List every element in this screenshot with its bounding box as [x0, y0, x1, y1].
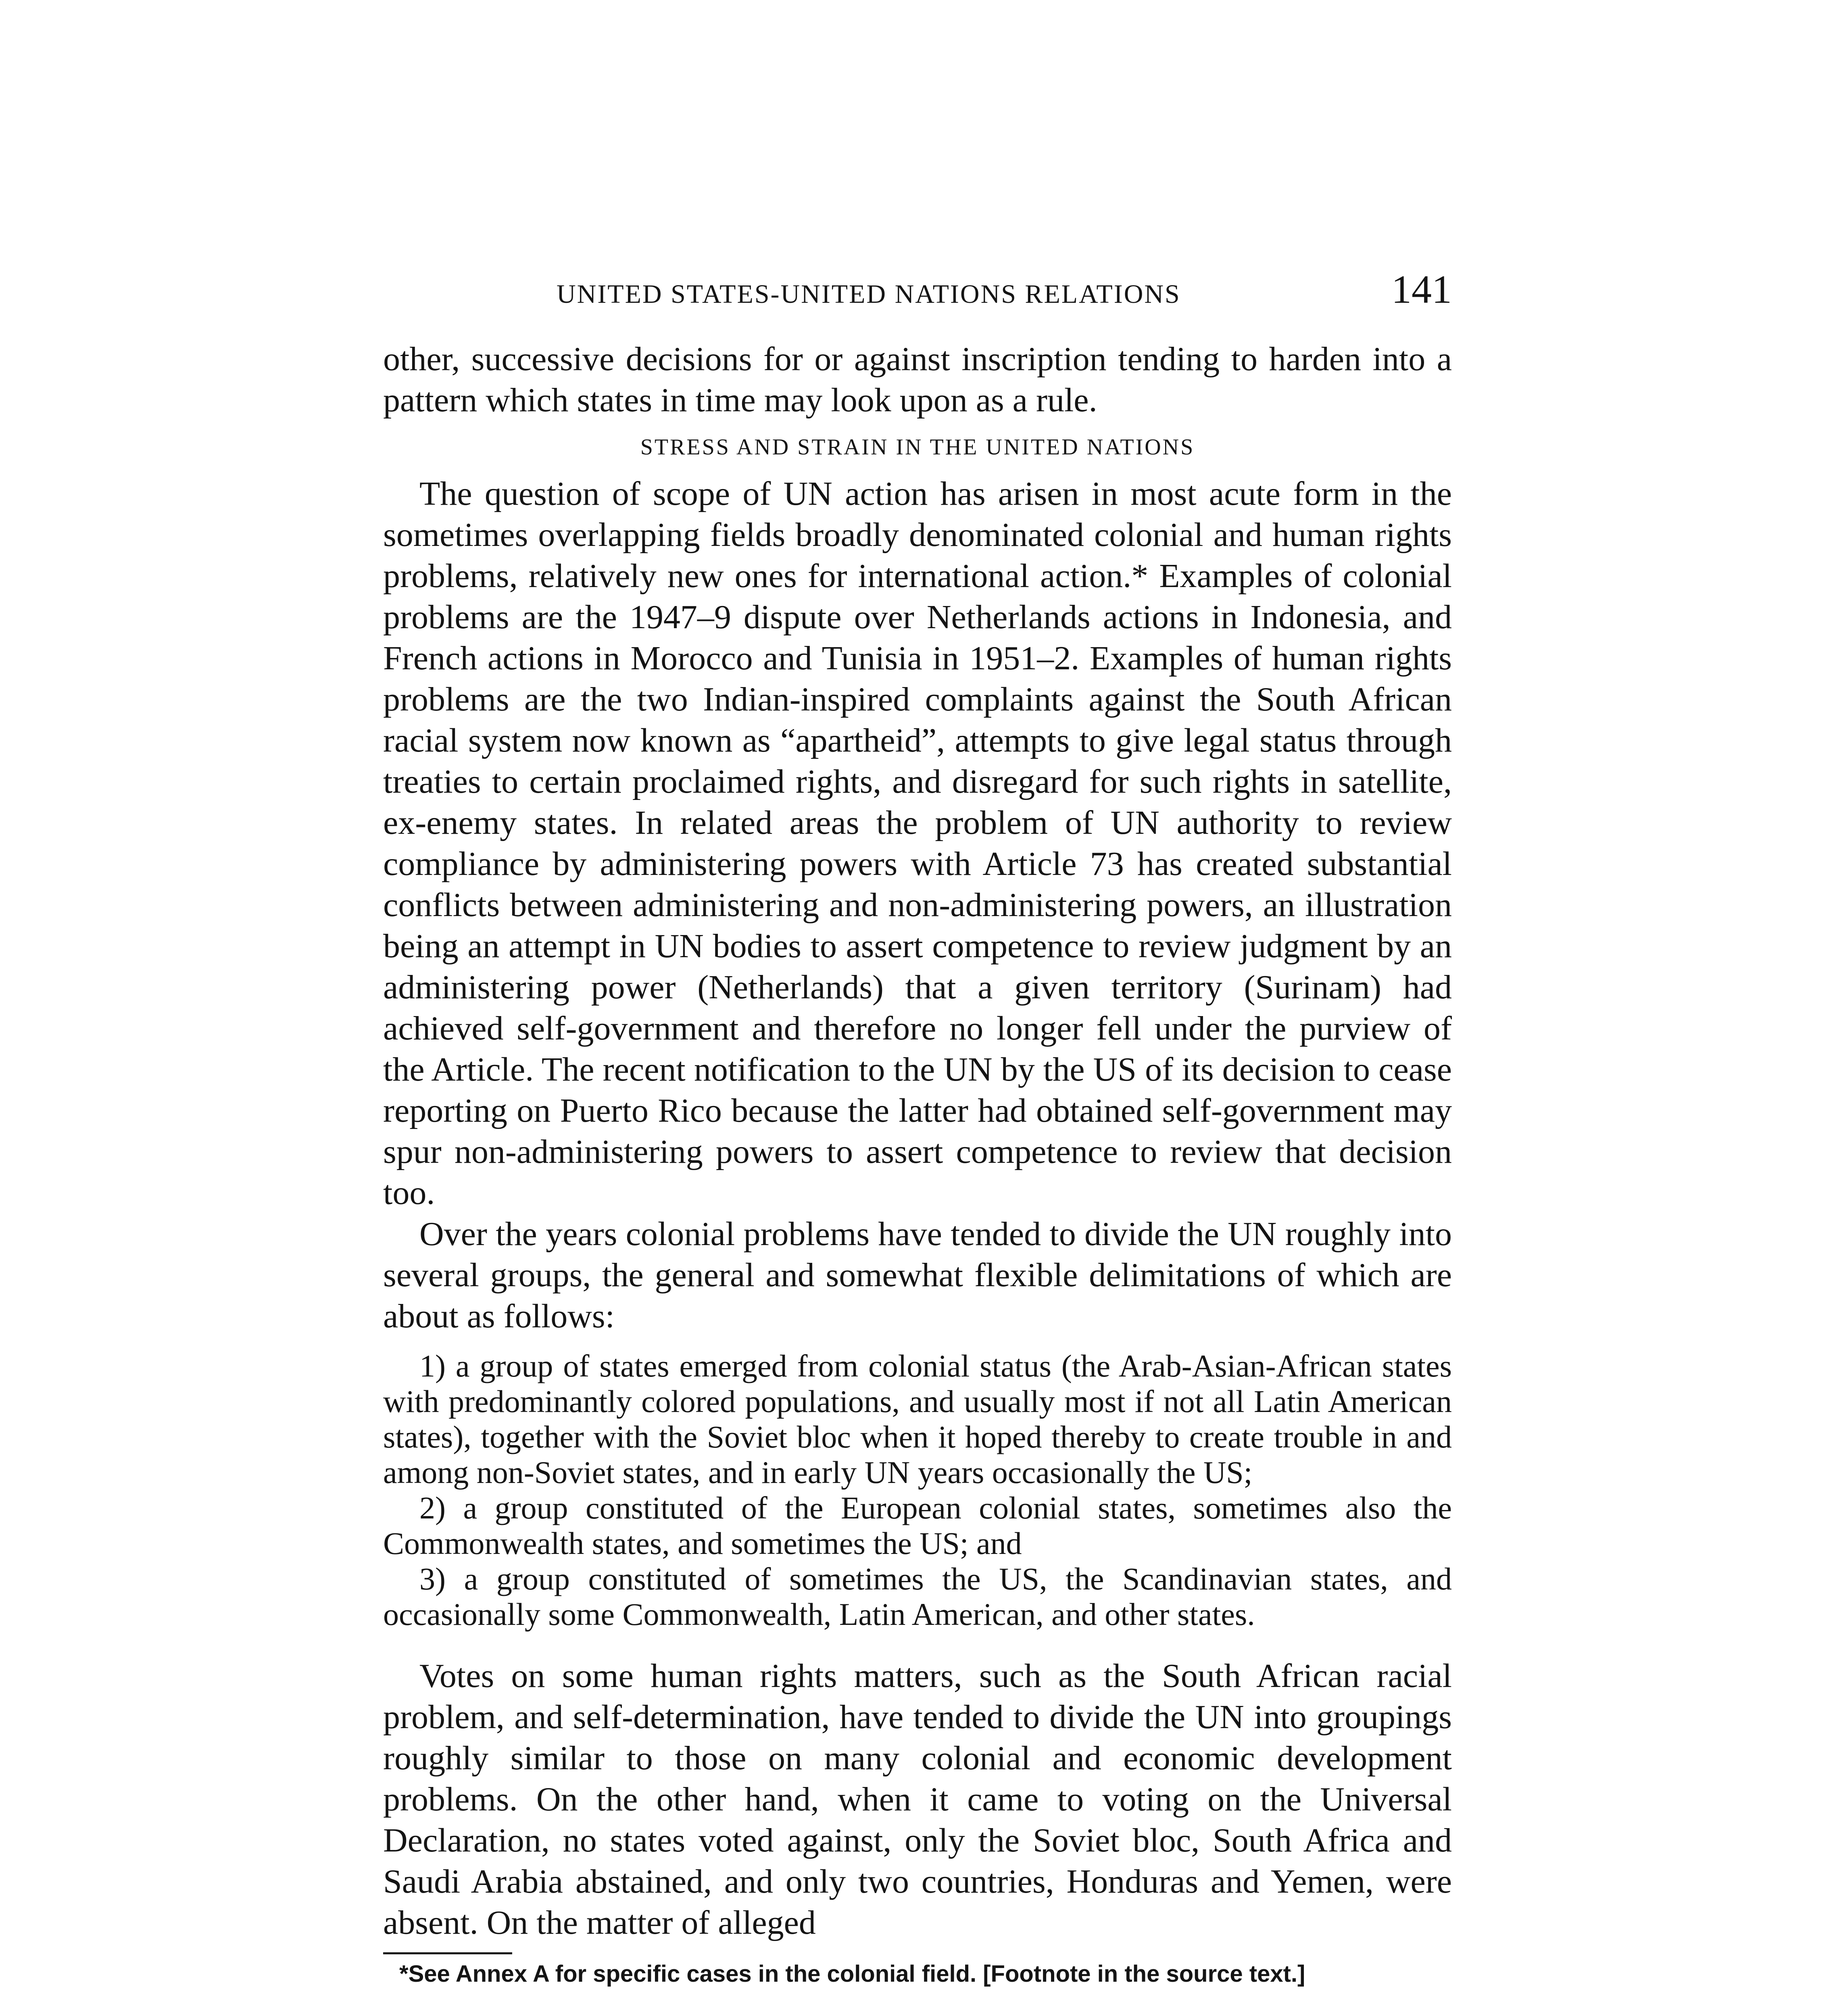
group-list — [383, 1348, 1452, 1632]
opening-paragraph: other, successive decisions for or against inscription tending to harden into a pattern which states in time may look upon as a rule. — [383, 340, 1452, 419]
page-header — [383, 266, 1452, 319]
running-head: UNITED STATES-UNITED NATIONS RELATIONS — [557, 279, 1181, 309]
section-heading: STRESS AND STRAIN IN THE UNITED NATIONS — [640, 435, 1195, 460]
page-number: 141 — [1391, 267, 1452, 312]
footnote-divider — [383, 1952, 512, 1954]
paragraph-colonial-human-rights: The question of scope of UN action has arisen in most acute form in the sometimes overlapping fields broadly denominated colonial and human rights problems, relatively new ones for international action.* Examples of colonial problems are the 1947–9 dispute over Netherlands actions in Indonesia, and French actions in Morocco and Tunisia in 1951–2. Examples of human rights problems are the two Indian-inspired complaints against the South African racial system now known as “apartheid”, attempts to give legal status through treaties to certain proclaimed rights, and disregard for such rights in satellite, ex-enemy states. In related areas the problem of UN authority to review compliance by administering powers with Article 73 has created substantial conflicts between administering and non-administering powers, an illustration being an attempt in UN bodies to assert competence to review judgment by an administering power (Netherlands) that a given territory (Surinam) had achieved self-government and therefore no longer fell under the purview of the Article. The recent notification to the UN by the US of its decision to cease reporting on Puerto Rico because the latter had obtained self-government may spur non-administering powers to assert competence to review that decision too. — [383, 475, 1452, 1212]
paragraph-groups-intro: Over the years colonial problems have tended to divide the UN roughly into several groups, the general and somewhat flexible delimitations of which are about as follows: — [383, 1215, 1452, 1335]
paragraph-human-rights-votes: Votes on some human rights matters, such as the South African racial problem, and self-determination, have tended to divide the UN into groupings roughly similar to those on many colonial and economic development problems. On the other hand, when it came to voting on the Universal Declaration, no states voted against, only the Soviet bloc, South Africa and Saudi Arabia abstained, and only two countries, Honduras and Yemen, were absent. On the matter of alleged — [383, 1657, 1452, 1941]
group-item-2: 2) a group constituted of the European colonial states, sometimes also the Commonwealth states, and sometimes the US; and — [383, 1490, 1452, 1561]
group-item-1: 1) a group of states emerged from colonial status (the Arab-Asian-African states with predominantly colored populations, and usually most if not all Latin American states), together with the Soviet bloc when it hoped thereby to create trouble in and among non-Soviet states, and in early UN years occasionally the US; — [383, 1348, 1452, 1490]
body-text — [383, 339, 1452, 1989]
footnote: *See Annex A for specific cases in the colonial field. [Footnote in the source text.] — [399, 1961, 1305, 1987]
group-item-3: 3) a group constituted of sometimes the US, the Scandinavian states, and occasionally some Commonwealth, Latin American, and other states. — [383, 1561, 1452, 1632]
